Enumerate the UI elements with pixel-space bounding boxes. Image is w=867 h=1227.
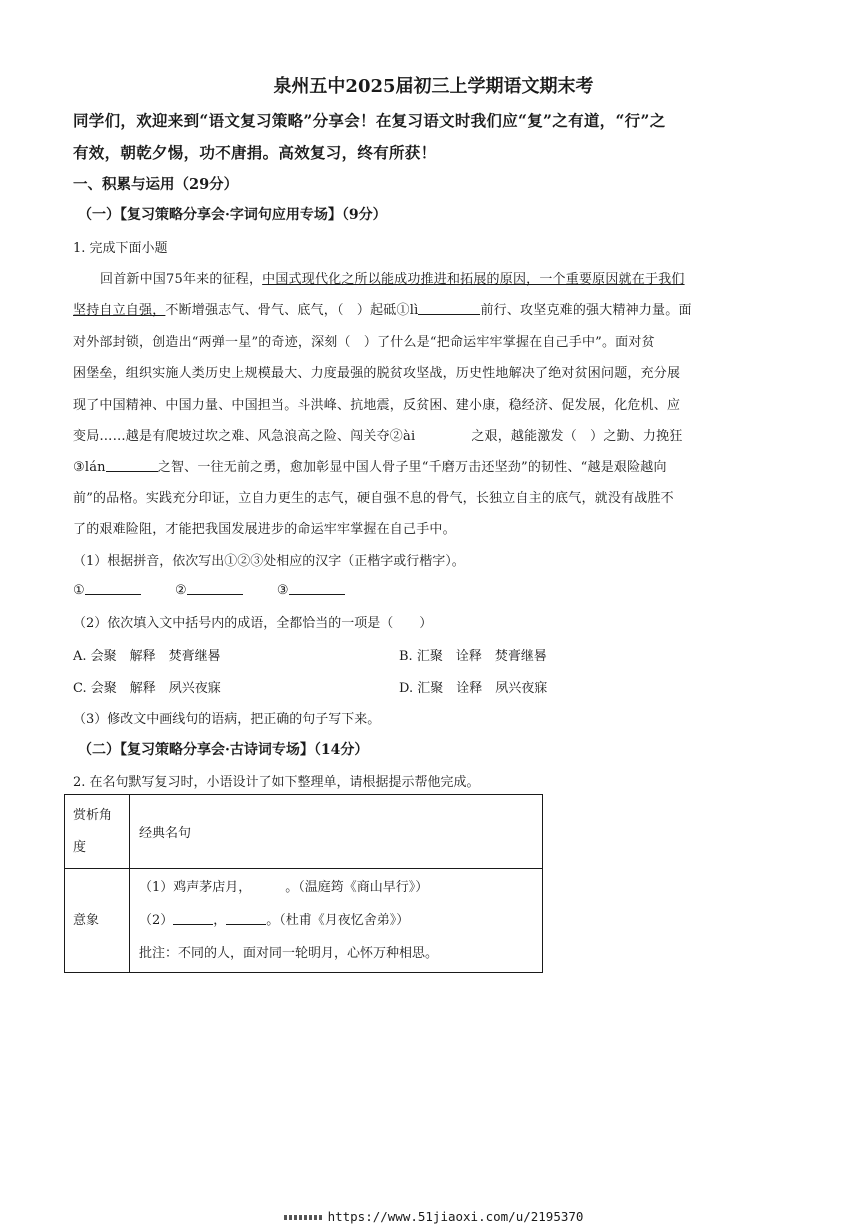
option-d[interactable]: D. 汇聚 诠释 夙兴夜寐	[399, 681, 548, 696]
passage-line	[73, 299, 692, 318]
passage-line	[73, 425, 683, 444]
blank-mark: ①	[73, 583, 85, 598]
blank-mark: ②	[174, 583, 187, 598]
passage-line	[100, 268, 685, 287]
answer-blank-2[interactable]	[187, 582, 243, 595]
part2-heading: （二）【复习策略分享会·古诗词专场】（14分）	[78, 742, 369, 758]
answer-blank[interactable]	[106, 459, 158, 472]
table-row	[65, 869, 543, 973]
header-classic-lines: 经典名句	[130, 795, 543, 869]
blank-mark: ③	[276, 583, 289, 598]
sub-question-1: （1）根据拼音，依次写出①②③处相应的汉字（正楷字或行楷字）。	[73, 554, 465, 569]
intro-line-1: 同学们，欢迎来到“语文复习策略”分享会！在复习语文时我们应“复”之有道，“行”之	[73, 111, 666, 130]
page-footer	[0, 1209, 867, 1224]
answer-blank-3[interactable]	[289, 582, 345, 595]
section-heading: 一、积累与运用（29分）	[73, 176, 239, 193]
passage-line: 困堡垒，组织实施人类历史上规模最大、力度最强的脱贫攻坚战，历史性地解决了绝对贫困问题，充分展	[73, 366, 681, 381]
passage-line: 现了中国精神、中国力量、中国担当。斗洪峰、抗地震，反贫困、建小康，稳经济、促发展，化危机、应	[73, 398, 681, 413]
underlined-sentence: 中国式现代化之所以能成功推进和拓展的原因，一个重要原因就在于我们	[262, 272, 685, 287]
passage-text: 前行、攻坚克难的强大精神力量。面	[480, 303, 692, 318]
poem-line-2: （2） ， 。（杜甫《月夜忆舍弟》）	[139, 913, 410, 928]
answer-blank[interactable]	[418, 302, 480, 315]
header-analysis-angle: 赏析角 度	[65, 795, 130, 869]
poem-answer-blank[interactable]	[173, 912, 213, 925]
intro-line-2: 有效，朝乾夕惕，功不唐捐。高效复习，终有所获！	[73, 143, 437, 162]
option-b[interactable]: B. 汇聚 诠释 焚膏继晷	[399, 649, 547, 664]
option-c[interactable]: C. 会聚 解释 夙兴夜寐	[73, 681, 221, 696]
poem-answer-blank[interactable]	[226, 912, 266, 925]
sub-question-3: （3）修改文中画线句的语病，把正确的句子写下来。	[73, 712, 381, 727]
passage-text: 不断增强志气、骨气、底气，（ ）起砥①lì	[165, 303, 419, 318]
passage-line: 前”的品格。实践充分印证，立自力更生的志气，硬自强不息的骨气，长独立自主的底气，就没有战胜不	[73, 491, 674, 506]
option-a[interactable]: A. 会聚 解释 焚膏继晷	[73, 649, 221, 664]
table-header-row	[65, 795, 543, 869]
passage-text: 变局……越是有爬坡过坎之难、风急浪高之险、闯关夺②ài	[73, 429, 416, 444]
question-2: 2. 在名句默写复习时，小语设计了如下整理单，请根据提示帮他完成。	[73, 775, 480, 790]
passage-text: 回首新中国75年来的征程，	[100, 272, 263, 287]
row-label-imagery: 意象	[65, 869, 130, 973]
footer-url[interactable]: https://www.51jiaoxi.com/u/2195370	[327, 1209, 584, 1224]
answer-blank-1[interactable]	[85, 582, 141, 595]
passage-line	[73, 456, 667, 475]
exam-title: 泉州五中2025届初三上学期语文期末考	[273, 76, 594, 97]
passage-text: 之智、一往无前之勇，愈加彰显中国人骨子里“千磨万击还坚劲”的韧性、“越是艰险越向	[157, 460, 667, 475]
review-table	[64, 794, 543, 973]
passage-text: 之艰，越能激发（ ）之勤、力挽狂	[471, 429, 683, 444]
part1-heading: （一）【复习策略分享会·字词句应用专场】（9分）	[78, 207, 387, 223]
watermark-mark	[284, 1215, 322, 1220]
underlined-sentence: 坚持自立自强，	[73, 303, 166, 318]
classic-lines-cell	[130, 869, 543, 973]
passage-line: 对外部封锁，创造出“两弹一星”的奇迹，深刻（ ）了什么是“把命运牢牢掌握在自己手中”。面对贫	[73, 335, 655, 350]
annotation-note: 批注：不同的人，面对同一轮明月，心怀万种相思。	[139, 946, 439, 961]
passage-line: 了的艰难险阻，才能把我国发展进步的命运牢牢掌握在自己手中。	[73, 522, 456, 537]
sub-question-2: （2）依次填入文中括号内的成语，全都恰当的一项是（ ）	[73, 616, 433, 631]
passage-text: ③lán	[73, 460, 106, 475]
answer-row	[73, 582, 345, 598]
poem-line-1: （1）鸡声茅店月， 。（温庭筠《商山早行》）	[139, 880, 429, 895]
question-1: 1. 完成下面小题	[73, 241, 168, 256]
